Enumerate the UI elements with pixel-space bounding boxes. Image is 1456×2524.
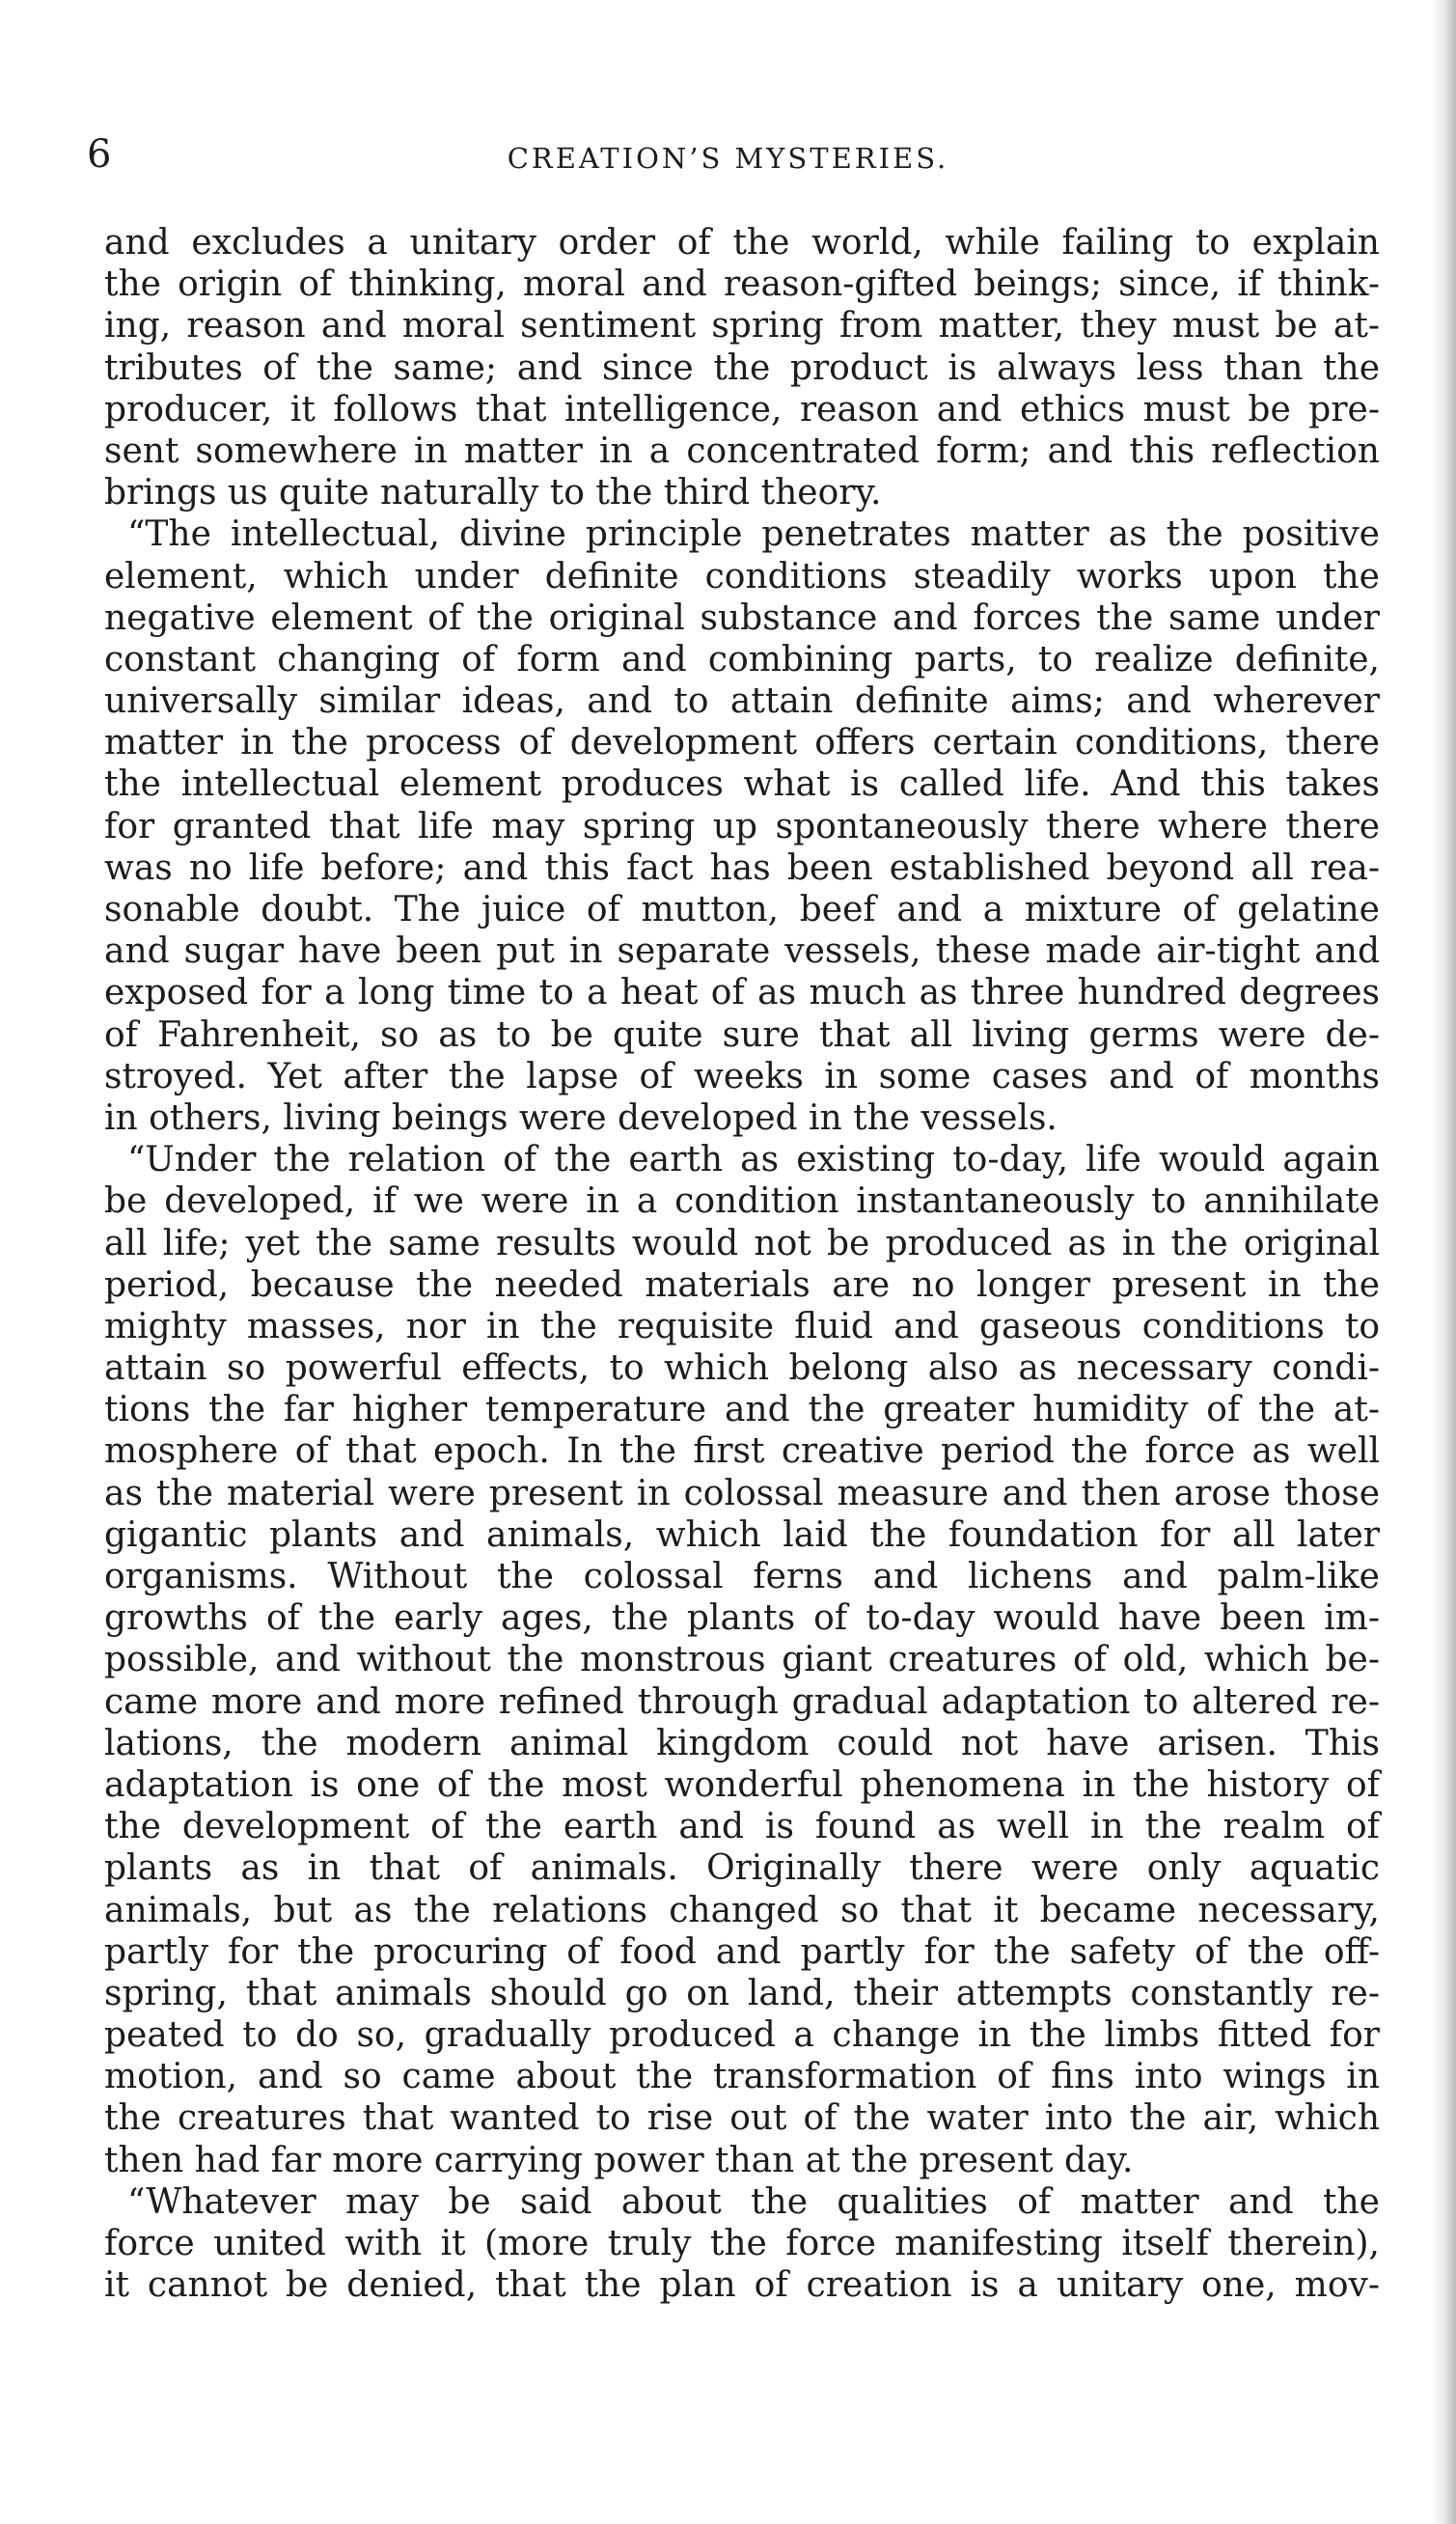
text-line: universally similar ideas, and to attain definite aims; and wherever: [104, 681, 1380, 722]
text-line: attain so powerful effects, to which belong also as necessary condi-: [104, 1348, 1380, 1389]
text-line: came more and more refined through gradual adaptation to altered re-: [104, 1681, 1380, 1722]
text-line: be developed, if we were in a condition instantaneously to annihilate: [104, 1181, 1380, 1222]
text-line: force united with it (more truly the force manifesting itself therein),: [104, 2224, 1380, 2263]
text-line: organisms. Without the colossal ferns and lichens and palm-like: [104, 1557, 1380, 1596]
text-line: “Whatever may be said about the qualities of matter and the: [127, 2181, 1380, 2222]
text-line: exposed for a long time to a heat of as much as three hundred degrees: [104, 973, 1380, 1013]
text-line: possible, and without the monstrous giant creatures of old, which be-: [104, 1640, 1380, 1680]
page-number: 6: [87, 132, 112, 177]
text-line: constant changing of form and combining parts, to realize definite,: [104, 639, 1380, 680]
text-line: ing, reason and moral sentiment spring from matter, they must be at-: [104, 306, 1380, 347]
text-line: and sugar have been put in separate vessels, these made air-tight and: [104, 931, 1380, 972]
text-line: plants as in that of animals. Originally there were only aquatic: [104, 1848, 1380, 1889]
text-line: all life; yet the same results would not be produced as in the original: [104, 1223, 1380, 1263]
text-line: for granted that life may spring up spontaneously there where there: [104, 806, 1380, 846]
text-line: lations, the modern animal kingdom could not have arisen. This: [104, 1723, 1380, 1763]
text-line: producer, it follows that intelligence, reason and ethics must be pre-: [104, 389, 1380, 430]
text-line: sonable doubt. The juice of mutton, beef and a mixture of gelatine: [104, 890, 1380, 929]
text-line: motion, and so came about the transformation of fins into wings in: [104, 2057, 1380, 2097]
text-line: peated to do so, gradually produced a change in the limbs fitted for: [104, 2015, 1380, 2056]
text-line: negative element of the original substance and forces the same under: [104, 597, 1380, 638]
text-line: period, because the needed materials are no longer present in the: [104, 1264, 1380, 1305]
text-line: growths of the early ages, the plants of to-day would have been im-: [104, 1598, 1380, 1639]
text-line: partly for the procuring of food and partly for the safety of the off-: [104, 1931, 1380, 1972]
text-line: adaptation is one of the most wonderful phenomena in the history of: [104, 1764, 1380, 1805]
text-line: the origin of thinking, moral and reason-gifted beings; since, if think-: [104, 264, 1380, 305]
text-line: “The intellectual, divine principle penetrates matter as the positive: [127, 514, 1380, 555]
text-line: as the material were present in colossal measure and then arose those: [104, 1473, 1380, 1513]
text-line: of Fahrenheit, so as to be quite sure that all living germs were de-: [104, 1014, 1380, 1055]
text-line: the creatures that wanted to rise out of the water into the air, which: [104, 2098, 1380, 2139]
text-line: the intellectual element produces what is called life. And this takes: [104, 764, 1380, 805]
text-line: mosphere of that epoch. In the first creative period the force as well: [104, 1431, 1380, 1472]
text-line: “Under the relation of the earth as existing to-day, life would again: [127, 1140, 1380, 1180]
text-line: then had far more carrying power than at the present day.: [104, 2140, 1134, 2180]
text-line: the development of the earth and is found as well in the realm of: [104, 1807, 1380, 1847]
text-line: and excludes a unitary order of the world, while failing to explain: [104, 223, 1380, 263]
text-line: brings us quite naturally to the third theory.: [104, 473, 882, 513]
body-text: [104, 222, 1380, 2306]
text-line: tions the far higher temperature and the greater humidity of the at-: [104, 1390, 1380, 1430]
text-line: matter in the process of development offers certain conditions, there: [104, 723, 1380, 763]
text-line: in others, living beings were developed in the vessels.: [104, 1097, 1058, 1138]
page-edge-shadow: [1431, 0, 1456, 2524]
text-line: was no life before; and this fact has been established beyond all rea-: [104, 847, 1380, 888]
text-line: it cannot be denied, that the plan of creation is a unitary one, mov-: [104, 2265, 1380, 2306]
text-line: mighty masses, nor in the requisite fluid and gaseous conditions to: [104, 1306, 1380, 1346]
text-line: stroyed. Yet after the lapse of weeks in some cases and of months: [104, 1056, 1380, 1096]
running-title: CREATION’S MYSTERIES.: [507, 142, 949, 175]
text-line: animals, but as the relations changed so that it became necessary,: [104, 1890, 1380, 1930]
text-line: gigantic plants and animals, which laid the foundation for all later: [104, 1514, 1380, 1555]
text-line: spring, that animals should go on land, their attempts constantly re-: [104, 1973, 1380, 2013]
text-line: element, which under definite conditions steadily works upon the: [104, 556, 1380, 596]
text-line: sent somewhere in matter in a concentrated form; and this reflection: [104, 430, 1380, 471]
text-line: tributes of the same; and since the product is always less than the: [104, 347, 1380, 388]
